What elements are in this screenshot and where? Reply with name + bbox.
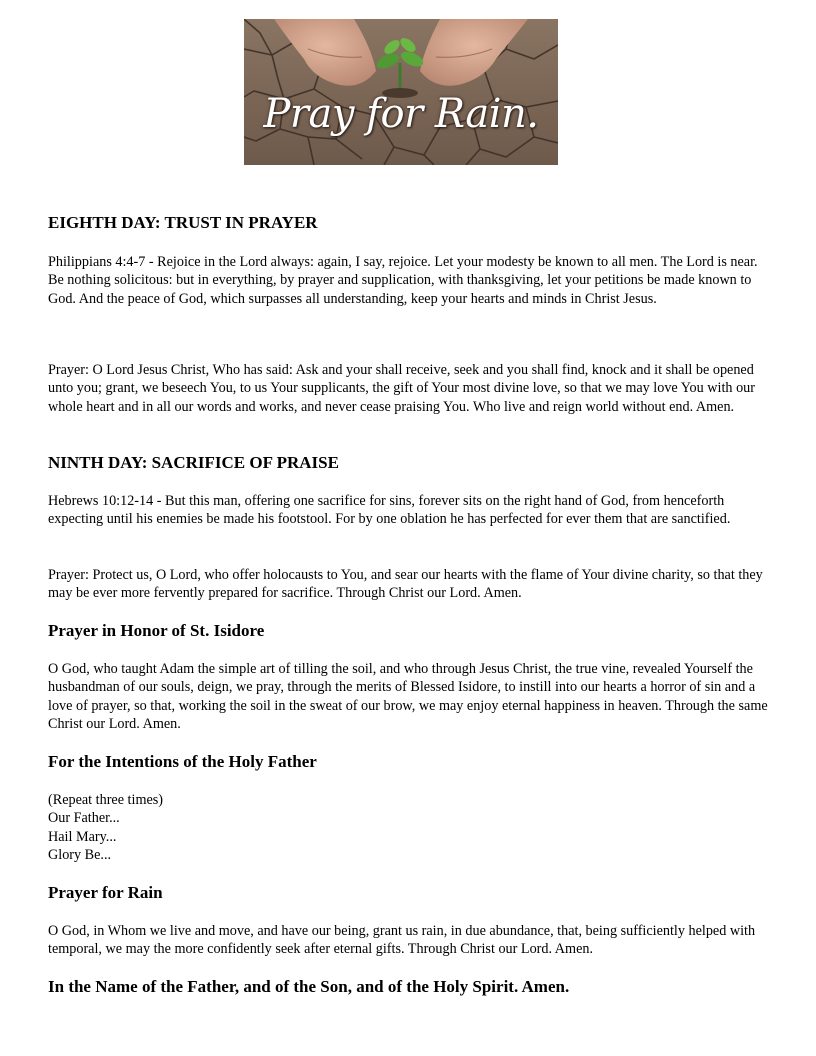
ninth-day-prayer: Prayer: Protect us, O Lord, who offer holocausts to You, and sear our hearts with the flame of Your divine charity, so that they may be ever more fervently prepared for sacrifice. Through Christ our Lord. Amen.	[48, 567, 763, 602]
holy-father-list	[48, 791, 770, 865]
holy-father-line: Hail Mary...	[48, 828, 117, 845]
prayer-for-rain-heading: Prayer for Rain	[48, 883, 163, 902]
prayer-for-rain-text: O God, in Whom we live and move, and have our being, grant us rain, in due abundance, that, being sufficiently helped with temporal, we may the more confidently seek after eternal gifts. Through Christ our Lord. Amen.	[48, 923, 756, 958]
banner-title: Pray for Rain.	[263, 91, 539, 137]
eighth-day-prayer: Prayer: O Lord Jesus Christ, Who has said: Ask and your shall receive, seek and you shall find, knock and it shall be opened unto you; grant, we beseech You, to us Your supplicants, the gift of Your most divine love, so that we may love You with our whole heart and in all our words and works, and never cease praising You. Who live and reign world without end. Amen.	[48, 362, 755, 415]
eighth-day-heading: EIGHTH DAY: TRUST IN PRAYER	[48, 213, 318, 232]
closing-blessing: In the Name of the Father, and of the Son, and of the Holy Spirit. Amen.	[48, 977, 570, 996]
st-isidore-prayer: O God, who taught Adam the simple art of tilling the soil, and who through Jesus Christ, the true vine, revealed Yourself the husbandman of our souls, deign, we pray, through the merits of Blessed Isidore, to instill into our hearts a horror of sin and a love of prayer, so that, working the soil in the sweat of our brow, we may enjoy eternal happiness in heaven. Through the same Christ our Lord. Amen.	[48, 661, 768, 733]
ninth-day-heading: NINTH DAY: SACRIFICE OF PRAISE	[48, 453, 339, 472]
holy-father-heading: For the Intentions of the Holy Father	[48, 752, 317, 771]
ninth-day-scripture: Hebrews 10:12-14 - But this man, offering one sacrifice for sins, forever sits on the right hand of God, from henceforth expecting until his enemies be made his footstool. For by one oblation he has perfected for ever them that are sanctified.	[48, 493, 731, 528]
holy-father-line: Glory Be...	[48, 847, 112, 864]
holy-father-line: (Repeat three times)	[48, 792, 164, 808]
eighth-day-scripture: Philippians 4:4-7 - Rejoice in the Lord always: again, I say, rejoice. Let your modesty be known to all men. The Lord is near. Be nothing solicitous: but in everything, by prayer and supplication, with thanksgiving, let your petitions be made known to God. And the peace of God, which surpasses all understanding, keep your hearts and minds in Christ Jesus.	[48, 254, 758, 307]
st-isidore-heading: Prayer in Honor of St. Isidore	[48, 621, 265, 640]
pray-for-rain-banner	[244, 19, 558, 165]
holy-father-line: Our Father...	[48, 810, 120, 827]
